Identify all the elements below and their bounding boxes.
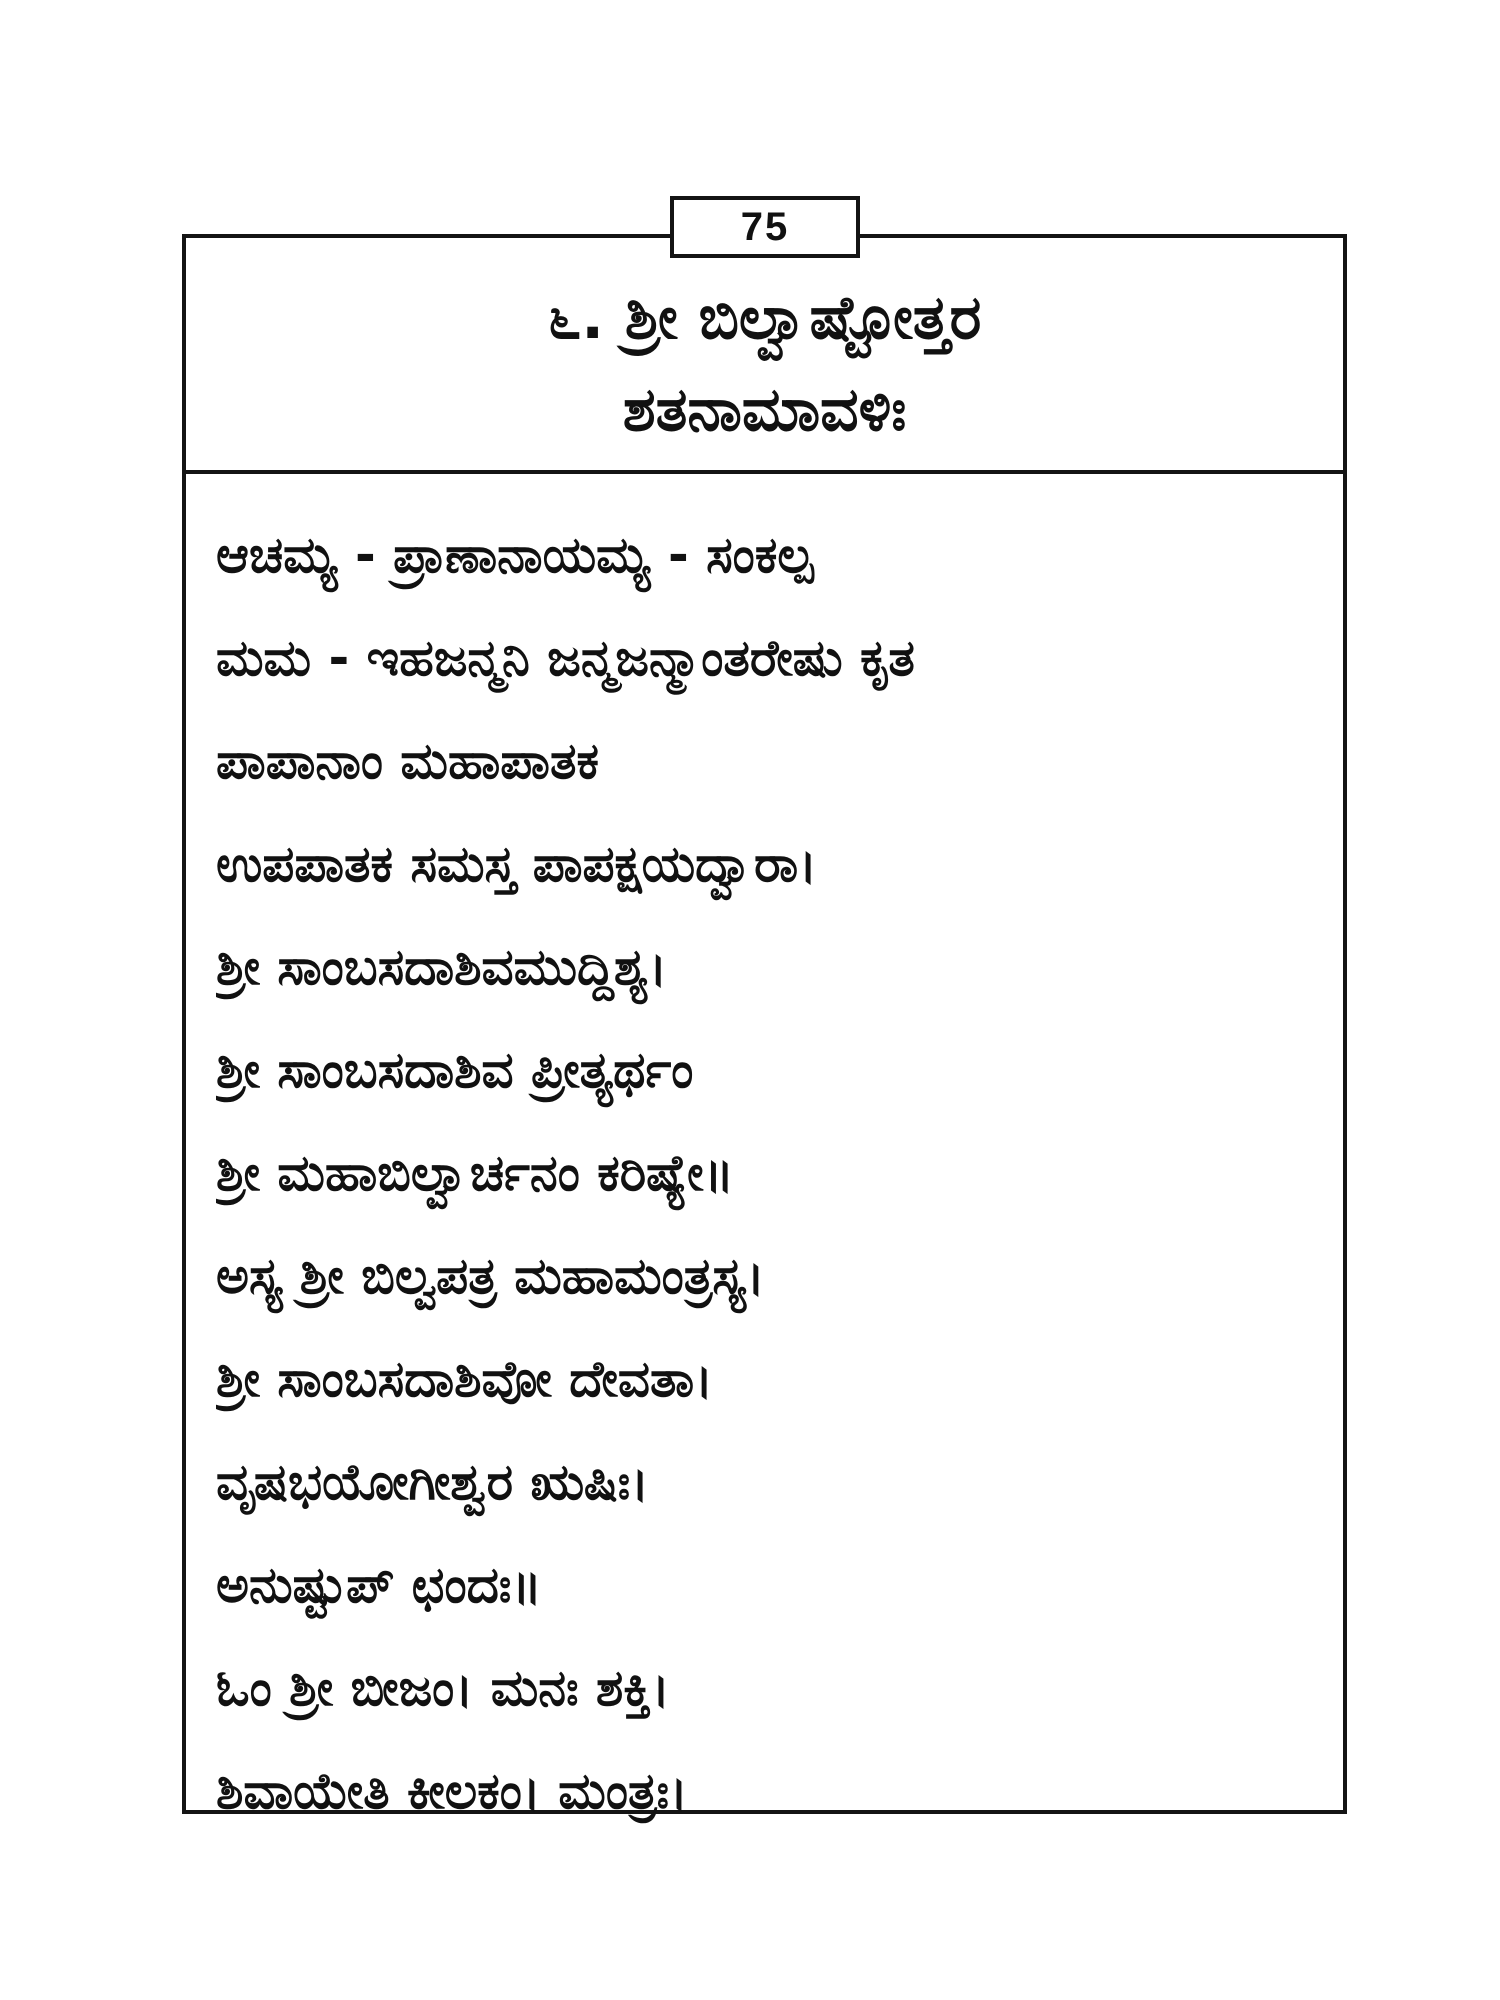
verse-line: ಪಾಪಾನಾಂ ಮಹಾಪಾತಕ xyxy=(216,732,599,790)
verse-line: ಆಚಮ್ಯ - ಪ್ರಾಣಾನಾಯಮ್ಯ - ಸಂಕಲ್ಪ xyxy=(216,526,814,584)
page-number: 75 xyxy=(670,196,860,258)
verse-line: ಅಸ್ಯ ಶ್ರೀ ಬಿಲ್ವಪತ್ರ ಮಹಾಮಂತ್ರಸ್ಯ। xyxy=(216,1247,765,1305)
verse-line: ಶ್ರೀ ಮಹಾಬಿಲ್ವಾರ್ಚನಂ ಕರಿಷ್ಯೇ॥ xyxy=(216,1144,734,1202)
verse-line: ಶಿವಾಯೇತಿ ಕೀಲಕಂ। ಮಂತ್ರಃ। xyxy=(216,1762,689,1820)
verse-line: ಮಮ - ಇಹಜನ್ಮನಿ ಜನ್ಮಜನ್ಮಾಂತರೇಷು ಕೃತ xyxy=(216,629,915,687)
verse-line: ವೃಷಭಯೋಗೀಶ್ವರ ಋಷಿಃ। xyxy=(216,1453,650,1511)
verse-line: ಅನುಷ್ಟುಪ್ ಛಂದಃ॥ xyxy=(216,1556,542,1614)
heading xyxy=(186,238,1343,474)
page-frame xyxy=(182,234,1347,1820)
verse-line: ಶ್ರೀ ಸಾಂಬಸದಾಶಿವಮುದ್ದಿಶ್ಯ। xyxy=(216,938,668,996)
verse-line: ಶ್ರೀ ಸಾಂಬಸದಾಶಿವ ಪ್ರೀತ್ಯರ್ಥಂ xyxy=(216,1041,694,1099)
verse-line: ಉಪಪಾತಕ ಸಮಸ್ತ ಪಾಪಕ್ಷಯದ್ವಾರಾ। xyxy=(216,835,818,893)
verse-line: ಶ್ರೀ ಸಾಂಬಸದಾಶಿವೋ ದೇವತಾ। xyxy=(216,1350,714,1408)
heading-line-1: ೬. ಶ್ರೀ ಬಿಲ್ವಾಷ್ಟೋತ್ತರ xyxy=(547,283,982,353)
verse-line: ಓಂ ಶ್ರೀ ಬೀಜಂ। ಮನಃ ಶಕ್ತಿ। xyxy=(216,1659,670,1717)
heading-line-2: ಶತನಾಮಾವಳಿಃ xyxy=(622,375,907,445)
verse-text xyxy=(216,504,1323,1843)
